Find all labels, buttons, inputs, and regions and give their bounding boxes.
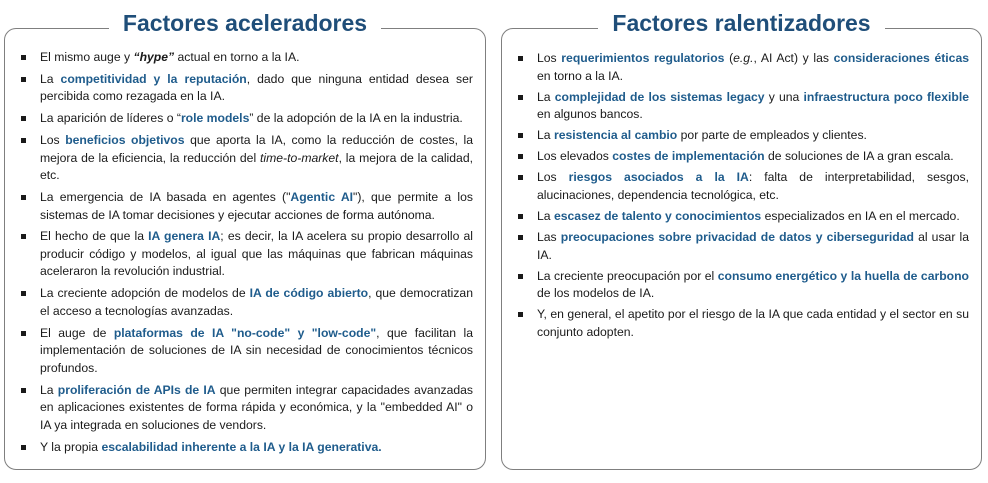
- highlighted-text: IA de código abierto: [249, 286, 369, 301]
- item-text: actual en torno a la IA.: [174, 50, 300, 64]
- item-text: por parte de empleados y clientes.: [677, 128, 867, 143]
- highlighted-text: consumo energético y la huella de carbono: [717, 268, 969, 283]
- list-item: [516, 169, 969, 204]
- highlighted-text: role models: [180, 111, 250, 126]
- list-item: [19, 49, 473, 67]
- highlighted-text: complejidad de los sistemas legacy: [554, 89, 765, 104]
- item-text: El hecho de que la: [40, 229, 149, 244]
- item-text: Los: [537, 170, 569, 185]
- list-item: [516, 229, 969, 264]
- list-item: [19, 285, 473, 320]
- item-text: e.g.: [733, 51, 754, 65]
- item-text: Y, en general, el apetito por el riesgo de la IA que cada entidad y el sector en su conjunto adopten.: [537, 307, 969, 339]
- highlighted-text: costes de implementación: [612, 149, 765, 164]
- item-text: “: [176, 111, 181, 126]
- highlighted-text: Agentic AI: [290, 190, 354, 205]
- item-text: , que democratizan el acceso a tecnologías avanzadas.: [40, 286, 473, 318]
- list-item: [19, 228, 473, 281]
- item-text: ; es decir, la IA acelera su propio desarrollo al producir código y modelos, al igual que las máquinas que fabrican máquinas aceleraron la revolución industrial.: [40, 229, 473, 279]
- item-text: en algunos bancos.: [537, 107, 643, 122]
- item-text: La creciente adopción de modelos de: [40, 286, 250, 301]
- list-item: [516, 148, 969, 166]
- list-item: [516, 89, 969, 124]
- item-text: , AI Act) y las: [753, 51, 834, 65]
- item-text: de soluciones de IA a gran escala.: [764, 149, 954, 164]
- list-item: [19, 325, 473, 378]
- highlighted-text: IA genera IA: [148, 229, 221, 244]
- list-item: [19, 71, 473, 106]
- accelerating-factors-title: Factores aceleradores: [109, 10, 381, 36]
- item-text: Las: [537, 230, 561, 245]
- highlighted-text: resistencia al cambio: [553, 128, 678, 143]
- item-text: en torno a la IA.: [537, 68, 624, 83]
- slowing-factors-list: [516, 50, 969, 345]
- item-text: Los: [537, 51, 562, 65]
- highlighted-text: plataformas de IA "no-code" y "low-code": [113, 325, 377, 340]
- item-text: , dado que ninguna entidad desea ser percibida como rezagada en la IA.: [40, 71, 473, 104]
- item-text: La aparición de líderes o: [40, 111, 177, 126]
- list-item: [19, 439, 473, 457]
- list-item: [516, 306, 969, 341]
- list-item: [516, 127, 969, 145]
- item-text: El auge de: [40, 325, 114, 340]
- list-item: [516, 268, 969, 303]
- list-item: [19, 110, 473, 128]
- item-text: y una: [764, 89, 804, 104]
- item-text: : falta de interpretabilidad, sesgos, alucinaciones, dependencia tecnológica, etc.: [537, 170, 969, 202]
- list-item: [19, 382, 473, 435]
- slowing-factors-title: Factores ralentizadores: [598, 10, 884, 36]
- item-text: ” de la adopción de la IA en la industria.: [249, 111, 463, 126]
- item-text: Los elevados: [537, 149, 613, 164]
- list-item: [516, 208, 969, 226]
- highlighted-text: consideraciones éticas: [833, 51, 969, 65]
- highlighted-text: competitividad y la reputación: [60, 71, 247, 86]
- highlighted-text: escasez de talento y conocimientos: [553, 208, 762, 223]
- item-text: Y la propia: [40, 439, 102, 454]
- highlighted-text: escalabilidad inherente a la IA y la IA generativa.: [101, 439, 382, 454]
- item-text: (: [724, 51, 734, 65]
- highlighted-text: infraestructura poco flexible: [803, 89, 969, 104]
- list-item: [516, 50, 969, 85]
- item-text: El mismo auge y: [40, 50, 134, 64]
- item-text: Los: [40, 133, 66, 148]
- item-text: La: [537, 128, 554, 143]
- item-text: La creciente preocupación por el: [537, 268, 718, 283]
- highlighted-text: riesgos asociados a la IA: [568, 170, 749, 185]
- item-text: especializados en IA en el mercado.: [761, 208, 960, 223]
- item-text: La: [537, 208, 554, 223]
- item-text: La: [40, 71, 61, 86]
- item-text: La: [537, 89, 555, 104]
- slowing-factors-panel: [501, 10, 982, 470]
- item-text: “hype”: [133, 50, 175, 64]
- highlighted-text: proliferación de APIs de IA: [57, 382, 216, 397]
- item-text: , la mejora de la calidad, etc.: [40, 150, 473, 183]
- item-text: que aporta la IA, como la reducción de costes, la mejora de la eficiencia, la reducción del: [40, 133, 473, 165]
- accelerating-factors-panel: [4, 10, 486, 470]
- item-text: time-to-market: [260, 150, 339, 165]
- item-text: al usar la IA.: [537, 230, 969, 262]
- list-item: [19, 189, 473, 224]
- item-text: La emergencia de IA basada en agentes (": [40, 190, 291, 205]
- item-text: La: [40, 382, 58, 397]
- item-text: "), que permite a los sistemas de IA tomar decisiones y ejecutar acciones de forma autónoma.: [40, 190, 473, 222]
- accelerating-factors-list: [19, 49, 473, 460]
- item-text: que permiten integrar capacidades avanzadas en aplicaciones existentes de forma rápida y económica, y la "embedded AI" o IA ya integrada en soluciones de vendors.: [40, 382, 473, 432]
- highlighted-text: requerimientos regulatorios: [561, 51, 725, 65]
- highlighted-text: beneficios objetivos: [65, 133, 185, 148]
- list-item: [19, 132, 473, 185]
- item-text: , que facilitan la implementación de soluciones de IA sin necesidad de conocimientos técnicos profundos.: [40, 325, 473, 375]
- item-text: de los modelos de IA.: [537, 286, 655, 301]
- highlighted-text: preocupaciones sobre privacidad de datos y ciberseguridad: [560, 230, 914, 245]
